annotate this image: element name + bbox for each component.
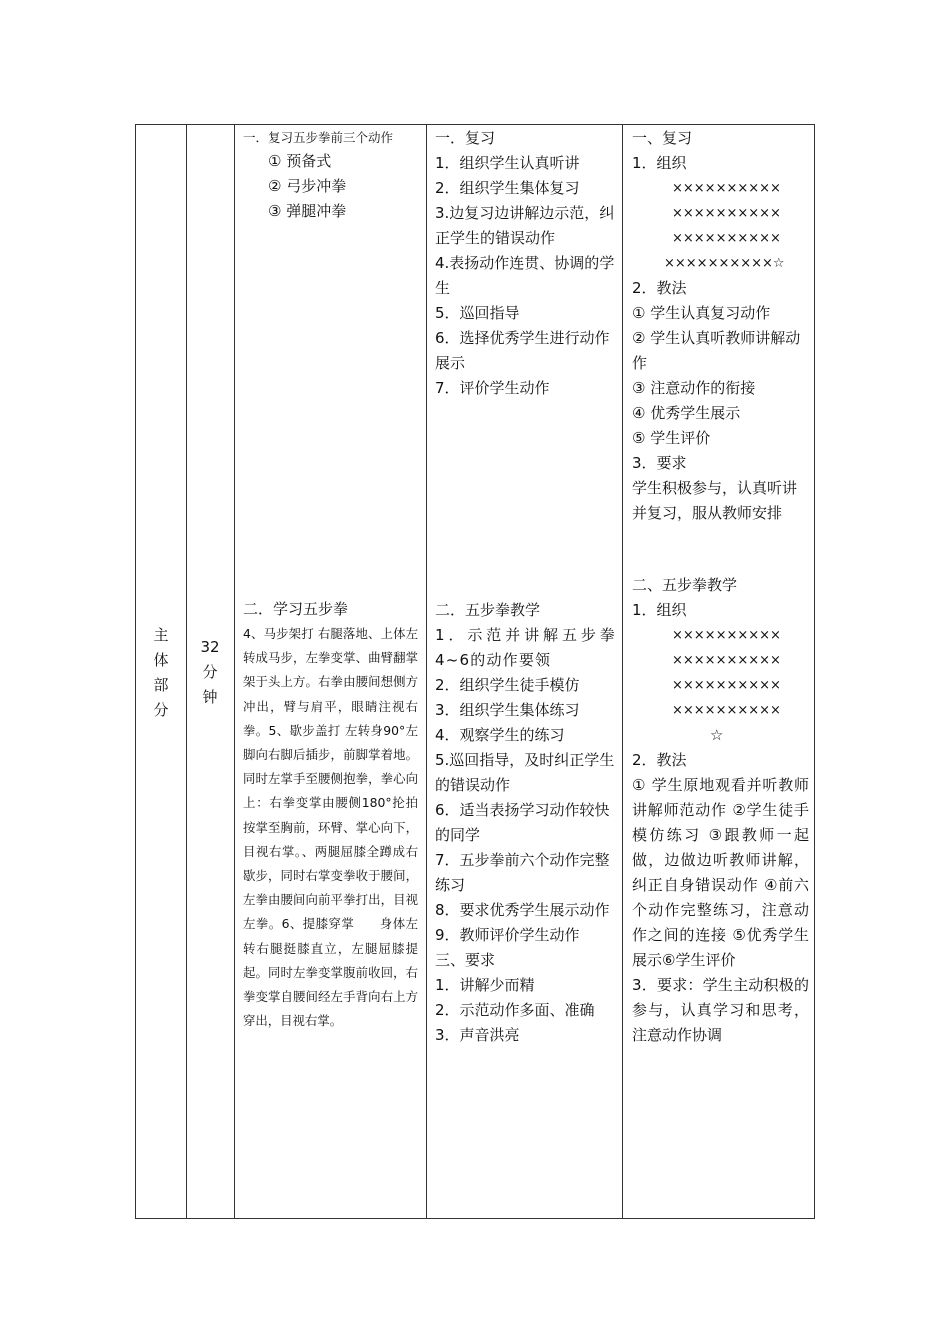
student-method-item: ④ 优秀学生展示 [632, 404, 741, 422]
teacher-review-item: 6．选择优秀学生进行动作展示 [435, 329, 610, 372]
student-org-title: 1．组织 [632, 154, 687, 172]
formation-row: ×××××××××× [672, 703, 781, 718]
teacher-star-icon: ☆ [710, 726, 724, 744]
content-review-title: 一．复习五步拳前三个动作 [243, 130, 394, 145]
formation-row: ×××××××××× [672, 628, 781, 643]
teacher-review-title: 一．复习 [435, 129, 496, 147]
student-method-item: ③ 注意动作的衔接 [632, 379, 756, 397]
teacher-teach-item: 2．组织学生徒手模仿 [435, 676, 580, 694]
part-label: 主 体 部 分 [153, 626, 169, 719]
student-method-title: 2．教法 [632, 279, 687, 297]
student-method-item: ⑤ 学生评价 [632, 429, 711, 447]
content-learn [243, 597, 418, 1033]
student-req2-text: 3．要求：学生主动积极的参与，认真学习和思考，注意动作协调 [632, 976, 809, 1044]
teacher-review-item: 2．组织学生集体复习 [435, 179, 580, 197]
student-method-item: ② 学生认真听教师讲解动作 [632, 329, 801, 372]
content-review-item: ② 弓步冲拳 [268, 177, 347, 195]
content-review-item: ① 预备式 [268, 152, 332, 170]
formation-row: ×××××××××× [672, 181, 781, 196]
student-req-title: 3．要求 [632, 454, 687, 472]
lesson-plan-table [135, 124, 815, 1219]
teacher-review-item: 1．组织学生认真听讲 [435, 154, 580, 172]
teacher-teach-item: 7．五步拳前六个动作完整练习 [435, 851, 610, 894]
formation-row: ×××××××××× [672, 206, 781, 221]
teacher-review-item: 3.边复习边讲解边示范，纠正学生的错误动作 [435, 204, 615, 247]
teacher-review [435, 126, 616, 401]
student-review [632, 126, 809, 526]
teacher-teach-item: 3．组织学生集体练习 [435, 701, 580, 719]
teacher-req-item: 1．讲解少而精 [435, 976, 535, 994]
teacher-teach-item: 1．示范并讲解五步拳4~6的动作要领 [435, 626, 616, 669]
formation-row: ×××××××××× [672, 678, 781, 693]
teacher-teach-item: 5.巡回指导，及时纠正学生的错误动作 [435, 751, 615, 794]
student-req-text: 学生积极参与，认真听讲并复习，服从教师安排 [632, 479, 798, 522]
teacher-req-item: 2．示范动作多面、准确 [435, 1001, 595, 1019]
part-column [136, 125, 186, 1218]
teacher-req-title: 三、要求 [435, 951, 496, 969]
content-review [243, 127, 422, 224]
student-teach [632, 573, 809, 1048]
teacher-teach-title: 二．五步拳教学 [435, 601, 541, 619]
teacher-teach-item: 8．要求优秀学生展示动作 [435, 901, 610, 919]
student-method-item: ① 学生认真复习动作 [632, 304, 771, 322]
teacher-review-item: 7．评价学生动作 [435, 379, 550, 397]
student-method2-text: ① 学生原地观看并听教师讲解师范动作 ②学生徒手模仿练习 ③跟教师一起做，边做边听教师讲解，纠正自身错误动作 ④前六个动作完整练习，注意动作之间的连接 ⑤优秀学生展示⑥学生评价 [632, 776, 809, 969]
teacher-teach-item: 4．观察学生的练习 [435, 726, 565, 744]
student-review-title: 一、复习 [632, 129, 693, 147]
teacher-review-item: 4.表扬动作连贯、协调的学生 [435, 254, 615, 297]
student-teach-title: 二、五步拳教学 [632, 576, 738, 594]
content-learn-text: 4、马步架打 右腿落地、上体左转成马步，左拳变掌、曲臂翻掌架于头上方。右拳由腰间想侧方冲出，臂与肩平，眼睛注视右拳。5、歇步盖打 左转身90°左脚向右脚后插步，前脚掌着地。同时左掌手至腰侧抱拳，拳心向上：右拳变掌由腰侧180°抡拍按掌至胸前，环臂、掌心向下，目视右掌。、两腿屈膝全蹲成右歇步，同时右掌变拳收于腰间，左拳由腰间向前平拳打出，目视左拳。6、提膝穿掌 身体左转右腿挺膝直立，左腿屈膝提起。同时左拳变掌腹前收回，右拳变掌自腰间经左手背向右上方穿出，目视右掌。 [243, 626, 418, 1029]
formation-row: ×××××××××× [672, 231, 781, 246]
teacher-review-item: 5．巡回指导 [435, 304, 520, 322]
student-org2-title: 1．组织 [632, 601, 687, 619]
content-column [235, 125, 426, 1218]
formation-row: ××××××××××☆ [664, 256, 785, 271]
time-label: 32 分 钟 [200, 638, 220, 706]
teacher-teach [435, 598, 616, 1048]
teacher-req-item: 3．声音洪亮 [435, 1026, 520, 1044]
content-learn-title: 二．学习五步拳 [243, 600, 349, 618]
formation-row: ×××××××××× [672, 653, 781, 668]
student-method2-title: 2．教法 [632, 751, 687, 769]
content-review-item: ③ 弹腿冲拳 [268, 202, 347, 220]
teacher-column [427, 125, 622, 1218]
student-column [623, 125, 815, 1218]
time-column [186, 125, 234, 1218]
teacher-teach-item: 9．教师评价学生动作 [435, 926, 580, 944]
teacher-teach-item: 6．适当表扬学习动作较快的同学 [435, 801, 610, 844]
formation-diagram-2 [632, 623, 809, 748]
formation-diagram [632, 176, 809, 276]
